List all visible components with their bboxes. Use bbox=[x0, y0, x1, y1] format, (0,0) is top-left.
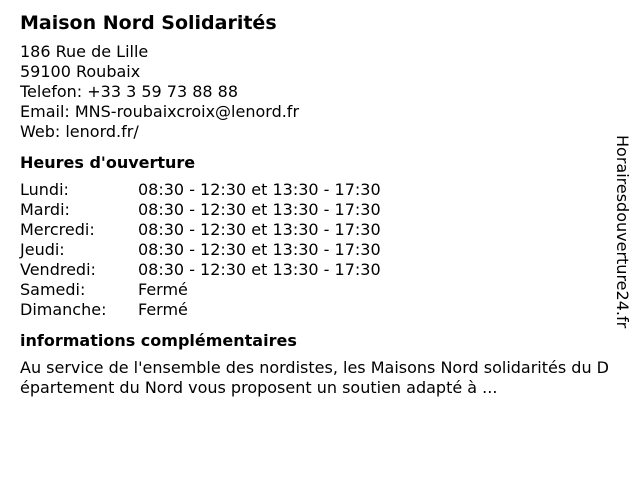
web-text: Web: lenord.fr/ bbox=[20, 122, 139, 141]
business-card bbox=[20, 10, 610, 398]
hours-time: Fermé bbox=[138, 280, 188, 299]
hours-table bbox=[20, 180, 610, 320]
hours-row-thursday bbox=[20, 240, 610, 260]
contact-block bbox=[20, 42, 610, 142]
hours-time: 08:30 - 12:30 et 13:30 - 17:30 bbox=[138, 220, 381, 239]
hours-time: 08:30 - 12:30 et 13:30 - 17:30 bbox=[138, 180, 381, 199]
hours-day: Samedi: bbox=[20, 280, 86, 299]
hours-row-sunday bbox=[20, 300, 610, 320]
hours-day: Jeudi: bbox=[20, 240, 65, 259]
hours-row-monday bbox=[20, 180, 610, 200]
hours-heading: Heures d'ouverture bbox=[20, 153, 196, 172]
business-name: Maison Nord Solidarités bbox=[20, 12, 277, 34]
hours-day: Mardi: bbox=[20, 200, 70, 219]
hours-time: 08:30 - 12:30 et 13:30 - 17:30 bbox=[138, 260, 381, 279]
hours-day: Mercredi: bbox=[20, 220, 95, 239]
hours-row-saturday bbox=[20, 280, 610, 300]
address-line-street: 186 Rue de Lille bbox=[20, 42, 149, 61]
address-line-city: 59100 Roubaix bbox=[20, 62, 141, 81]
email-text: Email: MNS-roubaixcroix@lenord.fr bbox=[20, 102, 300, 121]
hours-day: Dimanche: bbox=[20, 300, 107, 319]
info-heading: informations complémentaires bbox=[20, 331, 297, 350]
info-text: Au service de l'ensemble des nordistes, les Maisons Nord solidarités du Département du Nord vous proposent un soutien adapté à ... bbox=[20, 358, 609, 397]
hours-row-friday bbox=[20, 260, 610, 280]
hours-row-wednesday bbox=[20, 220, 610, 240]
hours-day: Lundi: bbox=[20, 180, 69, 199]
hours-time: 08:30 - 12:30 et 13:30 - 17:30 bbox=[138, 200, 381, 219]
hours-time: Fermé bbox=[138, 300, 188, 319]
site-watermark: Horairesdouverture24.fr bbox=[613, 135, 632, 329]
hours-day: Vendredi: bbox=[20, 260, 96, 279]
hours-row-tuesday bbox=[20, 200, 610, 220]
hours-time: 08:30 - 12:30 et 13:30 - 17:30 bbox=[138, 240, 381, 259]
phone-text: Telefon: +33 3 59 73 88 88 bbox=[20, 82, 239, 101]
